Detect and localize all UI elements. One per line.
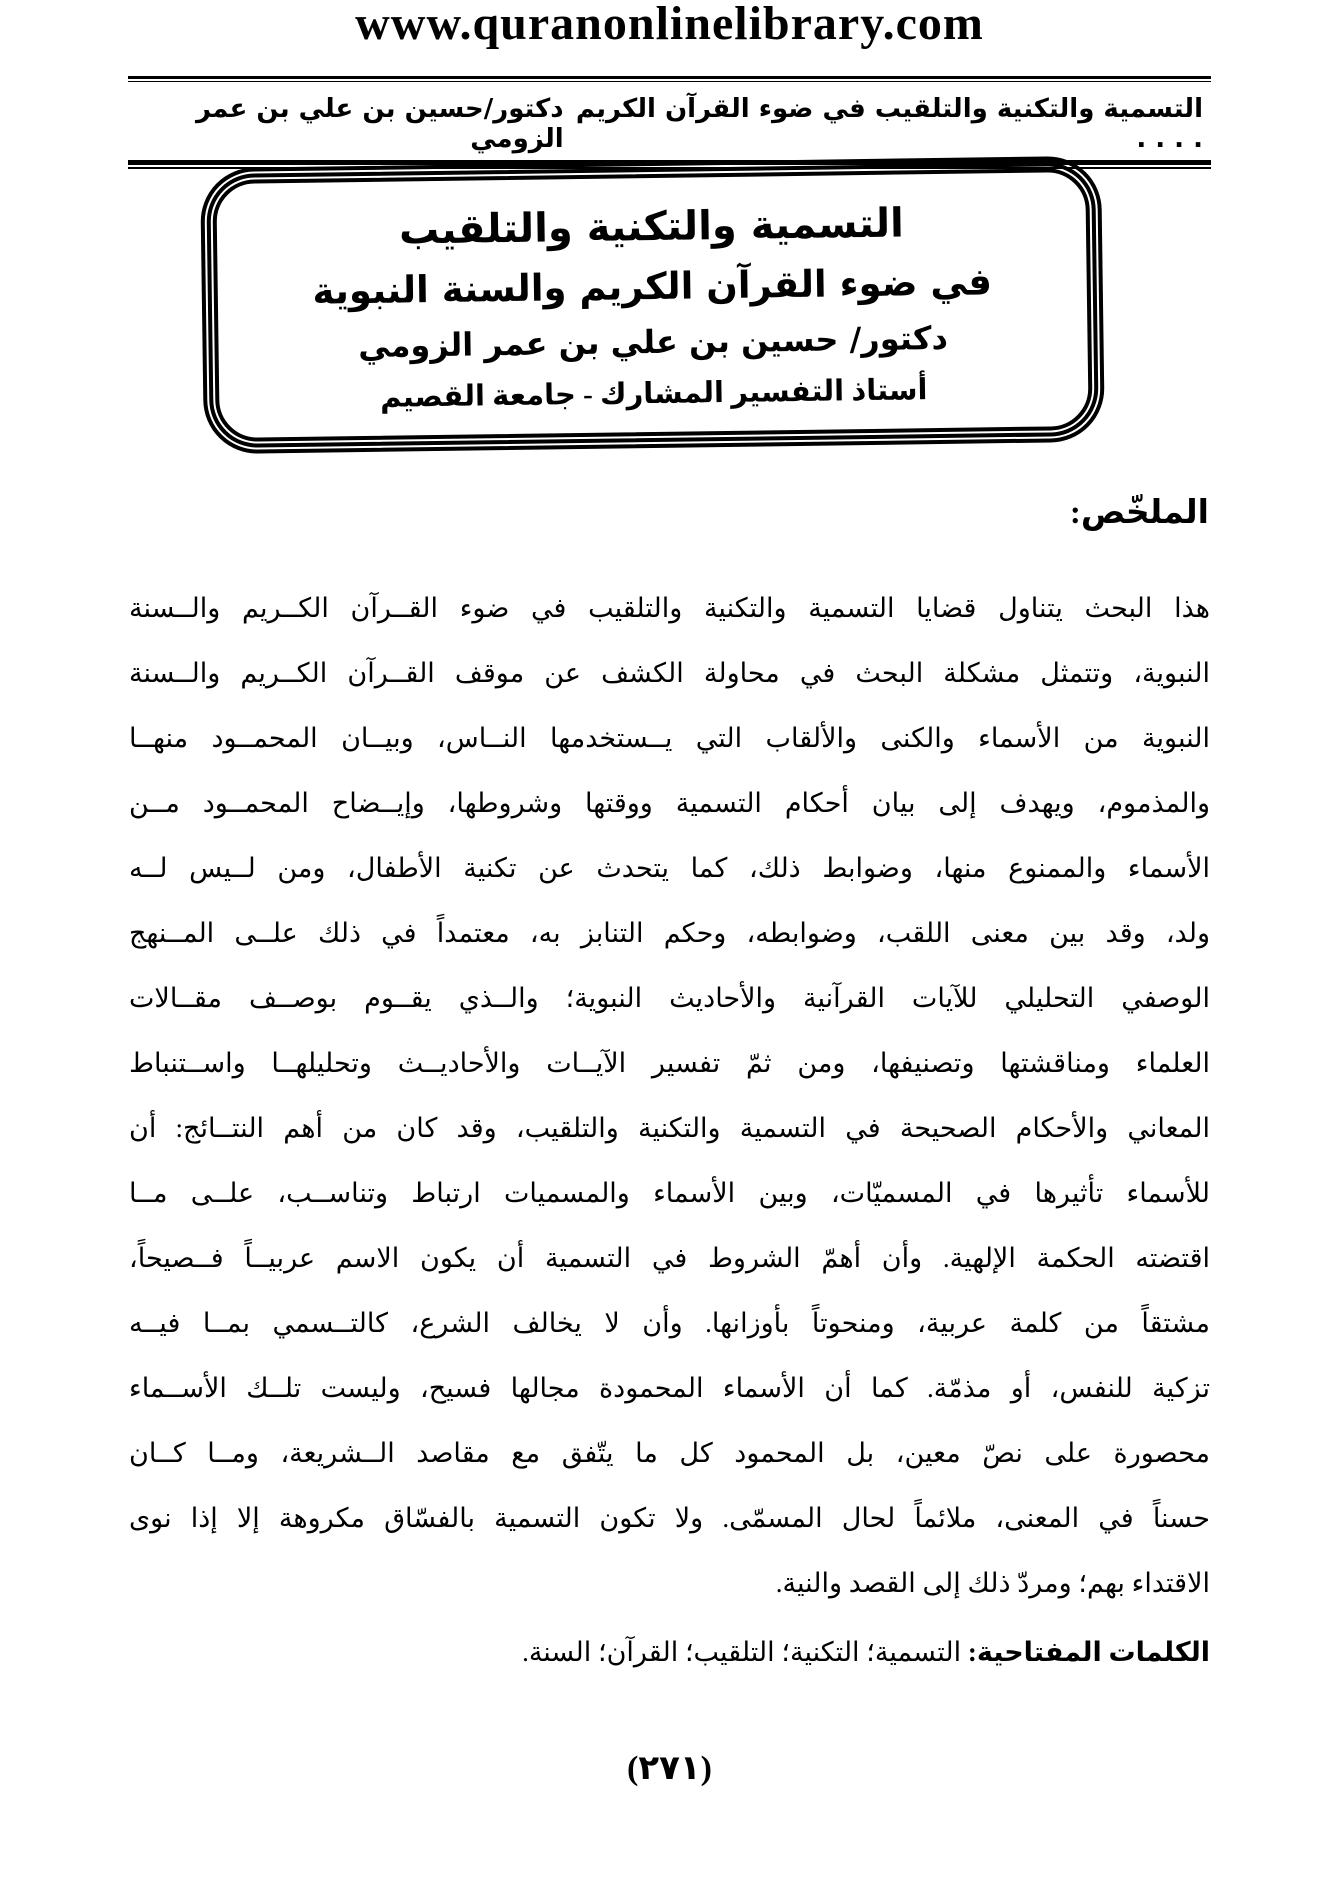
title-box-border-outer [200,156,1105,455]
header-author: دكتور/حسين بن علي بن عمر الزومي [196,94,564,154]
running-header [128,76,1211,169]
title-box-border-middle [206,162,1099,448]
abstract-line: والمذموم، ويهدف إلى بيان أحكام التسمية ووقتها وشروطها، وإيــضاح المحمــود مــن [129,788,1210,818]
title-box-border-inner [212,168,1093,442]
header-article-title: التسمية والتكنية والتلقيب في ضوء القرآن الكريم . . . . [575,94,1203,154]
keywords-text: التسمية؛ التكنية؛ التلقيب؛ القرآن؛ السنة. [522,1637,968,1667]
page-number: (٢٧١) [627,1750,712,1787]
article-title-line2: في ضوء القرآن الكريم والسنة النبوية [312,259,993,313]
abstract-line: الوصفي التحليلي للآيات القرآنية والأحاديث النبوية؛ والــذي يقــوم بوصــف مقــالات [129,983,1210,1013]
site-url: www.quranonlinelibrary.com [355,0,984,50]
abstract-line: اقتضته الحكمة الإلهية. وأن أهمّ الشروط في التسمية أن يكون الاسم عربيــاً فــصيحاً، [129,1243,1210,1273]
abstract-line: العلماء ومناقشتها وتصنيفها، ومن ثمّ تفسير الآيــات والأحاديــث وتحليلهــا واســتنباط [129,1048,1210,1078]
author-affiliation: أستاذ التفسير المشارك - جامعة القصيم [379,373,928,414]
abstract-line: النبوية، وتتمثل مشكلة البحث في محاولة الكشف عن موقف القــرآن الكــريم والــسنة [129,658,1210,688]
keywords-label: الكلمات المفتاحية: [967,1637,1210,1667]
abstract-line: محصورة على نصّ معين، بل المحمود كل ما يتّفق مع مقاصد الــشريعة، ومــا كــان [129,1438,1210,1468]
abstract-line: حسناً في المعنى، ملائماً لحال المسمّى. ولا تكون التسمية بالفسّاق مكروهة إلا إذا نوى [129,1503,1210,1533]
abstract-line: المعاني والأحكام الصحيحة في التسمية والتكنية والتلقيب، وقد كان من أهم النتــائج: أن [129,1113,1210,1143]
abstract-line: مشتقاً من كلمة عربية، ومنحوتاً بأوزانها. وأن لا يخالف الشرع، كالتــسمي بمــا فيــه [129,1308,1210,1338]
abstract-line: للأسماء تأثيرها في المسميّات، وبين الأسماء والمسميات ارتباط وتناســب، علــى مــا [129,1178,1210,1208]
title-box [200,156,1105,455]
keywords-line [129,1620,1210,1685]
abstract-line: النبوية من الأسماء والكنى والألقاب التي يــستخدمها النــاس، وبيــان المحمــود منهــا [129,723,1210,753]
abstract-line: هذا البحث يتناول قضايا التسمية والتكنية والتلقيب في ضوء القــرآن الكــريم والــسنة [129,593,1210,623]
article-author: دكتور/ حسين بن علي بن عمر الزومي [357,318,949,365]
abstract-line: تزكية للنفس، أو مذمّة. كما أن الأسماء المحمودة مجالها فسيح، وليست تلــك الأســماء [129,1373,1210,1403]
abstract-line: ولد، وقد بين معنى اللقب، وضوابطه، وحكم التنابز به، معتمداً في ذلك علــى المــنهج [129,918,1210,948]
abstract-line: الأسماء والممنوع منها، وضوابط ذلك، كما يتحدث عن تكنية الأطفال، ومن لــيس لــه [129,853,1210,883]
abstract-heading: الملخّص: [1069,495,1209,531]
abstract-line: الاقتداء بهم؛ ومردّ ذلك إلى القصد والنية. [775,1568,1210,1598]
article-title-line1: التسمية والتكنية والتلقيب [398,199,905,254]
abstract-body [129,576,1210,1685]
header-rule-top [128,76,1211,79]
